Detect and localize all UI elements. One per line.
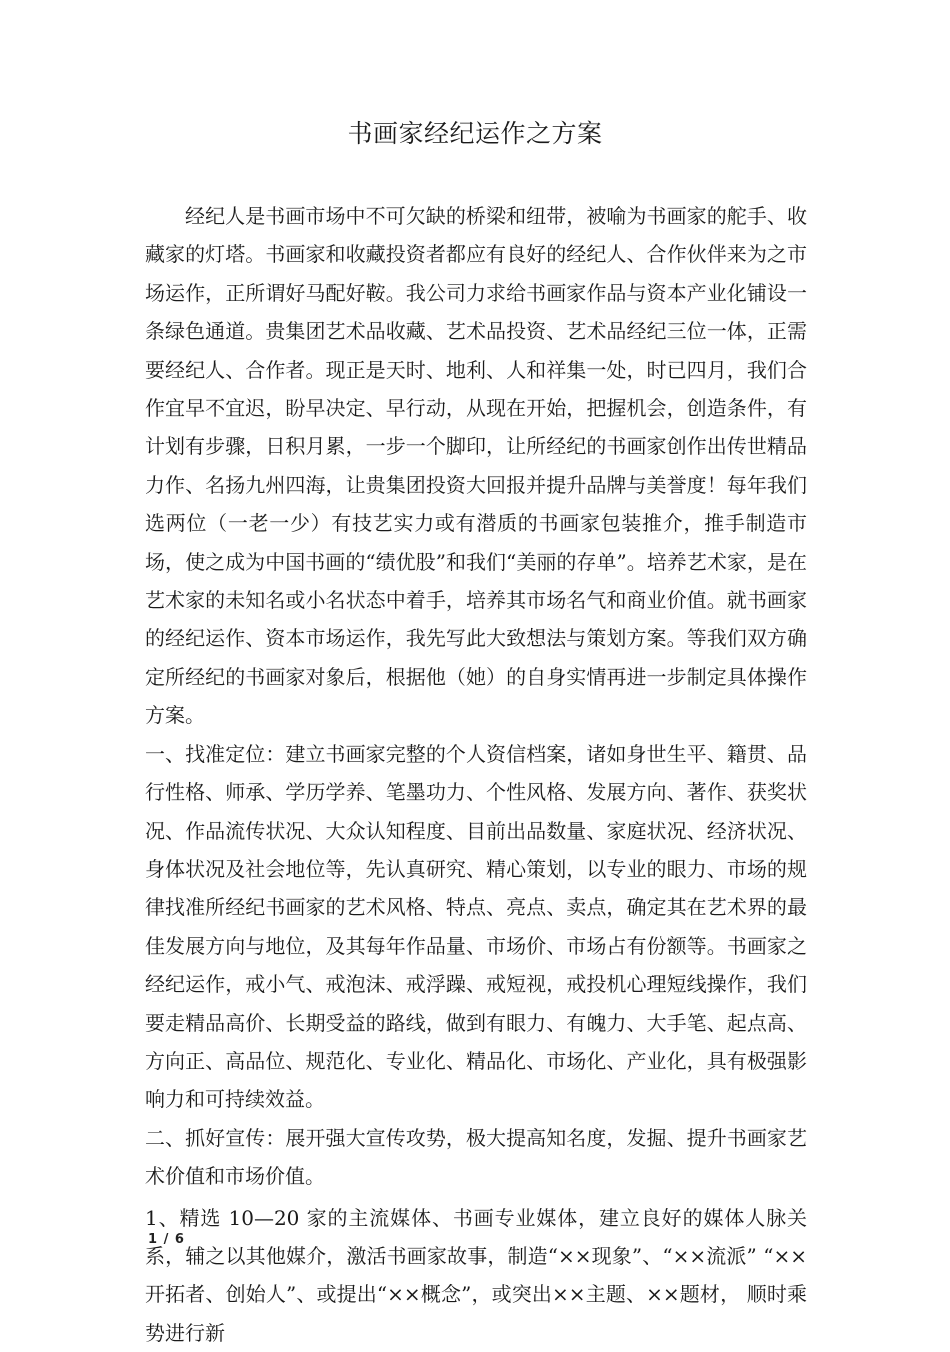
paragraph-item-1: 1、精选 10—20 家的主流媒体、书画专业媒体，建立良好的媒体人脉关系，辅之以其他媒介，激活书画家故事，制造“××现象”、“××流派” “××开拓者、创始人”、或提出“××概念”，或突出××主题、××题材， 顺时乘势进行新 — [145, 1205, 807, 1345]
document-title: 书画家经纪运作之方案 — [347, 119, 603, 148]
paragraph-section-2: 二、抓好宣传：展开强大宣传攻势，极大提高知名度，发掘、提升书画家艺术价值和市场价值。 — [145, 1125, 807, 1189]
document-body — [145, 197, 807, 1352]
page-number: 1 / 6 — [148, 1232, 185, 1247]
paragraph-section-1: 一、找准定位：建立书画家完整的个人资信档案，诸如身世生平、籍贯、品行性格、师承、学历学养、笔墨功力、个性风格、发展方向、著作、获奖状况、作品流传状况、大众认知程度、目前出品数量、家庭状况、经济状况、身体状况及社会地位等，先认真研究、精心策划，以专业的眼力、市场的规律找准所经纪书画家的艺术风格、特点、亮点、卖点，确定其在艺术界的最佳发展方向与地位，及其每年作品量、市场价、市场占有份额等。书画家之经纪运作，戒小气、戒泡沫、戒浮躁、戒短视，戒投机心理短线操作，我们要走精品高价、长期受益的路线，做到有眼力、有魄力、大手笔、起点高、方向正、高品位、规范化、专业化、精品化、市场化、产业化，具有极强影响力和可持续效益。 — [145, 741, 807, 1112]
paragraph-intro: 经纪人是书画市场中不可欠缺的桥梁和纽带，被喻为书画家的舵手、收藏家的灯塔。书画家和收藏投资者都应有良好的经纪人、合作伙伴来为之市场运作，正所谓好马配好鞍。我公司力求给书画家作品与资本产业化铺设一条绿色通道。贵集团艺术品收藏、艺术品投资、艺术品经纪三位一体，正需要经纪人、合作者。现正是天时、地利、人和祥集一处，时已四月，我们合作宜早不宜迟，盼早决定、早行动，从现在开始，把握机会，创造条件，有计划有步骤，日积月累，一步一个脚印，让所经纪的书画家创作出传世精品力作、名扬九州四海，让贵集团投资大回报并提升品牌与美誉度！每年我们选两位（一老一少）有技艺实力或有潜质的书画家包装推介，推手制造市场，使之成为中国书画的“绩优股”和我们“美丽的存单”。培养艺术家，是在艺术家的未知名或小名状态中着手，培养其市场名气和商业价值。就书画家的经纪运作、资本市场运作，我先写此大致想法与策划方案。等我们双方确定所经纪的书画家对象后，根据他（她）的自身实情再进一步制定具体操作方案。 — [145, 204, 807, 728]
